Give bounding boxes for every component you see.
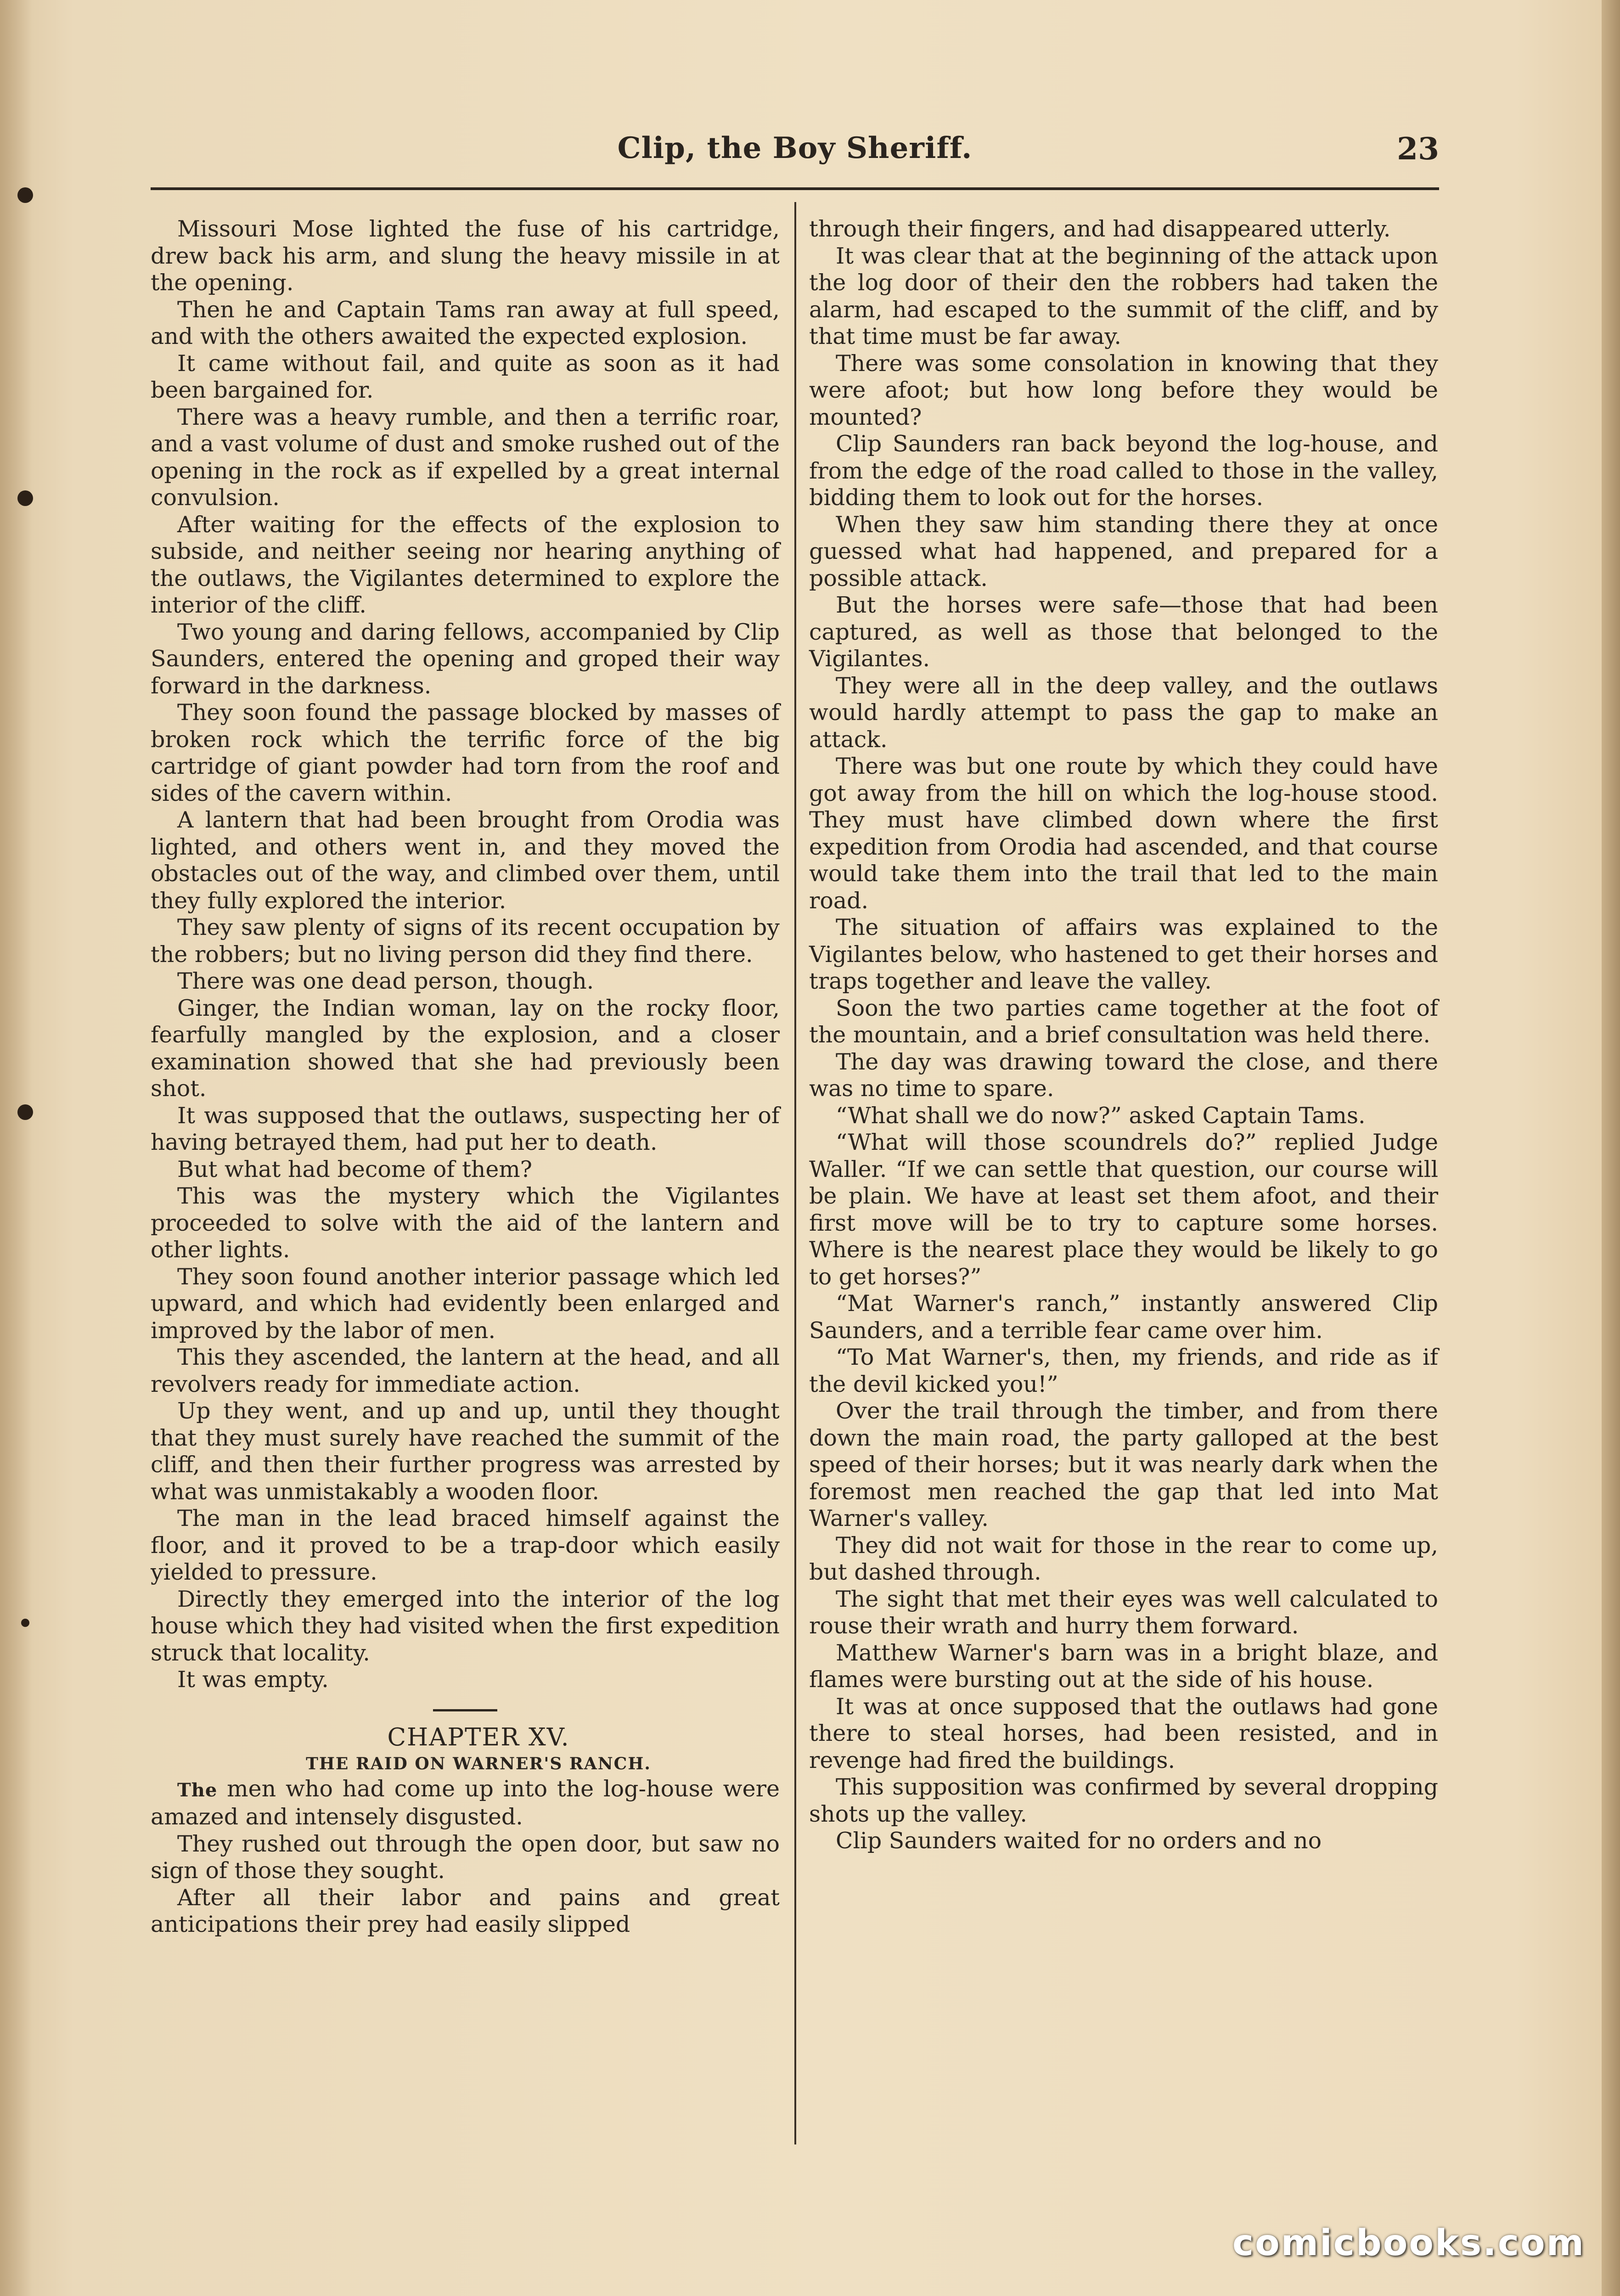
paragraph: But what had become of them? [177, 1156, 533, 1182]
running-title: Clip, the Boy Sheriff. [617, 131, 973, 165]
paragraph: Clip Saunders waited for no orders and no [836, 1828, 1322, 1854]
paragraph: The situation of affairs was explained to the Vigilantes below, who hastened to get their horses and traps together and leave the valley. [809, 914, 1438, 994]
paragraph: “Mat Warner's ranch,” instantly answered Clip Saunders, and a terrible fear came over him. [809, 1290, 1438, 1344]
paragraph: They rushed out through the open door, but saw no sign of those they sought. [151, 1830, 780, 1884]
paragraph: There was but one route by which they could have got away from the hill on which the log-house stood. They must have climbed down where the first expedition from Orodia had ascended, and that course would take them into the trail that led to the main road. [809, 753, 1438, 914]
paragraph: There was a heavy rumble, and then a terrific roar, and a vast volume of dust and smoke rushed out of the opening in the rock as if expelled by a great internal convulsion. [151, 404, 780, 511]
paragraph: There was some consolation in knowing that they were afoot; but how long before they would be mounted? [809, 350, 1438, 430]
binding-edge [0, 0, 32, 2296]
paragraph: Soon the two parties came together at the foot of the mountain, and a brief consultation was held there. [809, 995, 1438, 1048]
paragraph: A lantern that had been brought from Orodia was lighted, and others went in, and they moved the obstacles out of the way, and climbed over them, until they fully explored the interior. [151, 807, 780, 914]
running-head [151, 131, 1439, 177]
chapter-rule [433, 1709, 497, 1711]
paragraph: Directly they emerged into the interior of the log house which they had visited when the first expedition struck that locality. [151, 1586, 780, 1666]
right-column [809, 216, 1438, 1855]
paragraph: After waiting for the effects of the explosion to subside, and neither seeing nor hearing anything of the outlaws, the Vigilantes determined to explore the interior of the cliff. [151, 511, 780, 618]
paragraph: After all their labor and pains and great anticipations their prey had easily slipped [151, 1884, 780, 1937]
chapter-heading: CHAPTER XV. [387, 1723, 570, 1751]
paragraph: But the horses were safe—those that had been captured, as well as those that belonged to the Vigilantes. [809, 592, 1438, 672]
header-rule [151, 187, 1439, 190]
paragraph: The man in the lead braced himself against the floor, and it proved to be a trap-door which easily yielded to pressure. [151, 1505, 780, 1585]
paragraph: It was supposed that the outlaws, suspecting her of having betrayed them, had put her to death. [151, 1102, 780, 1155]
paragraph: This they ascended, the lantern at the head, and all revolvers ready for immediate action. [151, 1344, 780, 1397]
paragraph: They did not wait for those in the rear to come up, but dashed through. [809, 1532, 1438, 1585]
paragraph: It was empty. [177, 1666, 329, 1693]
paragraph: The sight that met their eyes was well calculated to rouse their wrath and hurry them forward. [809, 1586, 1438, 1639]
paragraph: When they saw him standing there they at once guessed what had happened, and prepared for a possible attack. [809, 511, 1438, 591]
left-column [151, 216, 780, 1938]
watermark: comicbooks.com [1232, 2223, 1585, 2264]
binding-hole [17, 187, 33, 203]
paragraph: Two young and daring fellows, accompanied by Clip Saunders, entered the opening and groped their way forward in the darkness. [151, 619, 780, 699]
binding-hole [21, 1619, 29, 1627]
paragraph: Ginger, the Indian woman, lay on the rocky floor, fearfully mangled by the explosion, and a closer examination showed that she had previously been shot. [151, 995, 780, 1102]
paragraph: It was at once supposed that the outlaws had gone there to steal horses, had been resisted, and in revenge had fired the buildings. [809, 1693, 1438, 1773]
page-number: 23 [1397, 131, 1439, 167]
paragraph: There was one dead person, though. [177, 968, 594, 994]
paragraph: Clip Saunders ran back beyond the log-house, and from the edge of the road called to those in the valley, bidding them to look out for the horses. [809, 431, 1438, 511]
paragraph: They soon found the passage blocked by masses of broken rock which the terrific force of the big cartridge of giant powder had torn from the roof and sides of the cavern within. [151, 699, 780, 806]
binding-hole [17, 490, 33, 506]
paragraph: “To Mat Warner's, then, my friends, and ride as if the devil kicked you!” [809, 1344, 1438, 1397]
paragraph: Over the trail through the timber, and from there down the main road, the party galloped at the best speed of their horses; but it was nearly dark when the foremost men reached the gap that led into Mat Warner's valley. [809, 1398, 1438, 1531]
chapter-first-paragraph-text: men who had come up into the log-house were amazed and intensely disgusted. [151, 1775, 780, 1830]
continued-paragraph: through their fingers, and had disappeared utterly. [809, 216, 1391, 242]
paragraph: This was the mystery which the Vigilantes proceeded to solve with the aid of the lantern and other lights. [151, 1183, 780, 1263]
paragraph: Up they went, and up and up, until they thought that they must surely have reached the summit of the cliff, and then their further progress was arrested by what was unmistakably a wooden floor. [151, 1398, 780, 1505]
paragraph: They soon found another interior passage which led upward, and which had evidently been enlarged and improved by the labor of men. [151, 1263, 780, 1344]
paragraph: “What shall we do now?” asked Captain Tams. [836, 1102, 1366, 1129]
chapter-lead-word: The [177, 1779, 218, 1801]
chapter-first-paragraph [151, 1776, 780, 1831]
paragraph: Matthew Warner's barn was in a bright blaze, and flames were bursting out at the side of his house. [809, 1639, 1438, 1693]
paragraph: They saw plenty of signs of its recent occupation by the robbers; but no living person did they find there. [151, 914, 780, 968]
column-divider [794, 202, 796, 2144]
paragraph: Missouri Mose lighted the fuse of his cartridge, drew back his arm, and slung the heavy missile in at the opening. [151, 216, 780, 296]
binding-hole [17, 1104, 33, 1120]
page-edge [1602, 0, 1620, 2296]
paragraph: This supposition was confirmed by several dropping shots up the valley. [809, 1774, 1438, 1827]
paragraph: They were all in the deep valley, and the outlaws would hardly attempt to pass the gap to make an attack. [809, 672, 1438, 753]
paragraph: “What will those scoundrels do?” replied Judge Waller. “If we can settle that question, our course will be plain. We have at least set them afoot, and their first move will be to try to capture some horses. Where is the nearest place they would be likely to go to get horses?” [809, 1129, 1438, 1290]
paragraph: It came without fail, and quite as soon as it had been bargained for. [151, 350, 780, 403]
paragraph: The day was drawing toward the close, and there was no time to spare. [809, 1048, 1438, 1102]
paragraph: It was clear that at the beginning of the attack upon the log door of their den the robbers had taken the alarm, had escaped to the summit of the cliff, and by that time must be far away. [809, 242, 1438, 349]
chapter-subtitle: THE RAID ON WARNER'S RANCH. [306, 1754, 651, 1773]
paragraph: Then he and Captain Tams ran away at full speed, and with the others awaited the expected explosion. [151, 296, 780, 349]
